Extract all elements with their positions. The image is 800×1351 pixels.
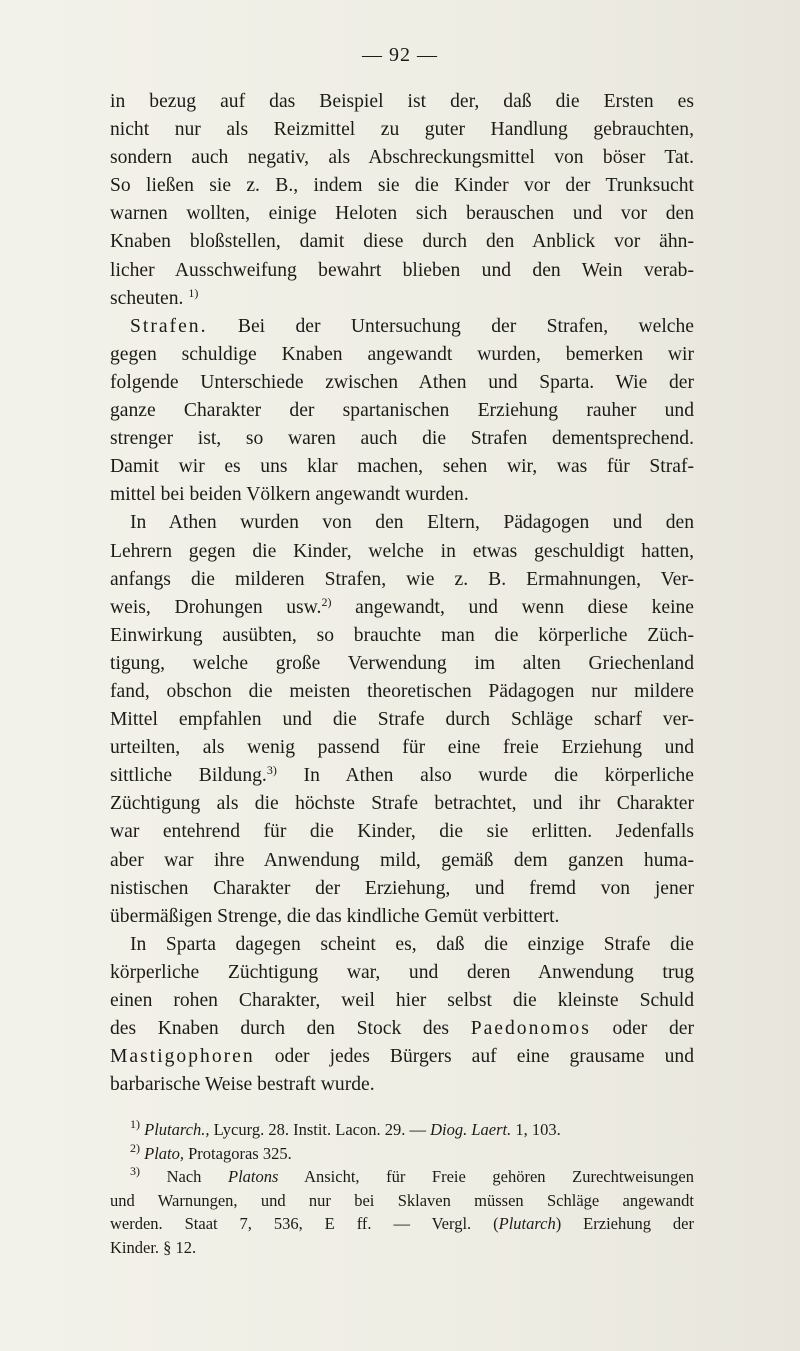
- footnote-ref: 3): [266, 763, 277, 778]
- text-line: warnen wollten, einige Heloten sich berauschen und vor den: [110, 203, 694, 225]
- text-line: In Athen wurden von den Eltern, Pädagogen und den: [130, 512, 694, 534]
- footnote-author: Platons: [227, 1167, 279, 1186]
- text-line: Züchtigung als die höchste Strafe betrachtet, und ihr Charakter: [110, 793, 694, 815]
- text-line: [110, 1043, 694, 1071]
- text-line: ganze Charakter der spartanischen Erziehung rauher und: [110, 400, 694, 422]
- text-line: in bezug auf das Beispiel ist der, daß die Ersten es: [110, 91, 694, 112]
- text-line: fand, obschon die meisten theoretischen Pädagogen nur mildere: [110, 680, 694, 702]
- text-line: sondern auch negativ, als Abschreckungsmittel von böser Tat.: [110, 147, 694, 169]
- text-line: folgende Unterschiede zwischen Athen und Sparta. Wie der: [110, 371, 694, 393]
- text-line: nistischen Charakter der Erziehung, und fremd von jener: [110, 877, 694, 899]
- footnote-text: ) Erziehung der: [555, 1214, 694, 1233]
- footnote-3-line: [110, 1212, 694, 1236]
- text-line: Einwirkung ausübten, so brauchte man die körperliche Züch-: [110, 624, 694, 646]
- text-fragment: des Knaben durch den Stock des: [110, 1018, 450, 1040]
- footnote-mark: 1): [130, 1117, 140, 1131]
- text-line: aber war ihre Anwendung mild, gemäß dem ganzen huma-: [110, 849, 694, 871]
- footnote-1: [110, 1118, 694, 1142]
- footnote-text: Nach: [166, 1167, 202, 1186]
- text-line: tigung, welche große Verwendung im alten Griechenland: [110, 652, 694, 674]
- text-line: Lehrern gegen die Kinder, welche in etwas geschuldigt hatten,: [110, 540, 694, 562]
- footnote-author: Diog. Laert.: [430, 1120, 512, 1139]
- text-fragment: scheuten.: [110, 287, 184, 309]
- greek-term: Paedonomos: [470, 1018, 591, 1040]
- text-fragment: sittliche Bildung.: [110, 765, 267, 787]
- text-line: [110, 313, 694, 341]
- text-line: strenger ist, so waren auch die Strafen dementsprechend.: [110, 428, 694, 450]
- text-line: In Sparta dagegen scheint es, daß die einzige Strafe die: [130, 933, 694, 955]
- text-fragment: In Athen also wurde die körperliche: [303, 765, 694, 787]
- text-line: nicht nur als Reizmittel zu guter Handlung gebrauchten,: [110, 119, 694, 141]
- text-line: gegen schuldige Knaben angewandt wurden, bemerken wir: [110, 343, 694, 365]
- footnote-mark: 3): [130, 1164, 140, 1178]
- text-fragment: weis, Drohungen usw.: [110, 596, 322, 618]
- footnote-text: Lycurg. 28. Instit. Lacon. 29. —: [213, 1120, 426, 1139]
- text-line: urteilten, als wenig passend für eine freie Erziehung und: [110, 737, 694, 759]
- footnote-author: Plutarch: [498, 1214, 556, 1233]
- footnote-author: Plato,: [144, 1143, 184, 1163]
- footnote-text: Ansicht, für Freie gehören Zurechtweisungen: [304, 1167, 694, 1186]
- text-line: barbarische Weise bestraft wurde.: [110, 1074, 375, 1096]
- footnote-text: werden. Staat 7, 536, E ff. — Vergl. (: [110, 1214, 499, 1233]
- text-fragment: Bei der Untersuchung der Strafen, welche: [237, 315, 694, 337]
- text-line: mittel bei beiden Völkern angewandt wurden.: [110, 484, 469, 506]
- text-line: anfangs die milderen Strafen, wie z. B. Ermahnungen, Ver-: [110, 568, 694, 590]
- text-line: einen rohen Charakter, weil hier selbst die kleinste Schuld: [110, 990, 694, 1011]
- text-line: licher Ausschweifung bewahrt blieben und den Wein verab-: [110, 259, 694, 281]
- footnotes: [110, 1118, 694, 1259]
- text-line: [110, 594, 694, 622]
- text-fragment: oder jedes Bürgers auf eine grausame und: [274, 1046, 694, 1068]
- footnote-3-line: Kinder. § 12.: [110, 1237, 197, 1257]
- footnote-ref: 1): [188, 285, 199, 300]
- footnote-ref: 2): [321, 594, 332, 609]
- text-line: [110, 762, 694, 790]
- text-line: war entehrend für die Kinder, die sie erlitten. Jedenfalls: [110, 821, 694, 843]
- footnote-3-line: und Warnungen, und nur bei Sklaven müssen Schläge angewandt: [110, 1190, 694, 1210]
- text-line: Mittel empfahlen und die Strafe durch Schläge scharf ver-: [110, 709, 694, 731]
- footnote-text: 1, 103.: [515, 1120, 561, 1139]
- text-line: So ließen sie z. B., indem sie die Kinder vor der Trunksucht: [110, 175, 694, 197]
- section-heading: Strafen.: [130, 315, 208, 337]
- text-line: Damit wir es uns klar machen, sehen wir, was für Straf-: [110, 456, 694, 478]
- text-line: Knaben bloßstellen, damit diese durch den Anblick vor ähn-: [110, 231, 694, 253]
- text-line: [110, 1015, 694, 1043]
- text-line: übermäßigen Strenge, die das kindliche Gemüt verbittert.: [110, 905, 560, 927]
- footnote-mark: 2): [130, 1140, 140, 1155]
- text-fragment: oder der: [612, 1018, 694, 1040]
- text-fragment: angewandt, und wenn diese keine: [355, 596, 695, 618]
- footnote-2: [110, 1142, 694, 1166]
- footnote-text: Protagoras 325.: [188, 1143, 292, 1163]
- footnote-author: Plutarch.,: [144, 1120, 210, 1139]
- footnote-3: [110, 1165, 694, 1189]
- greek-term: Mastigophoren: [110, 1046, 255, 1068]
- body-text: [110, 88, 694, 1099]
- text-line: körperliche Züchtigung war, und deren Anwendung trug: [110, 961, 694, 983]
- text-line: [110, 285, 694, 313]
- page-number: — 92 —: [362, 44, 438, 66]
